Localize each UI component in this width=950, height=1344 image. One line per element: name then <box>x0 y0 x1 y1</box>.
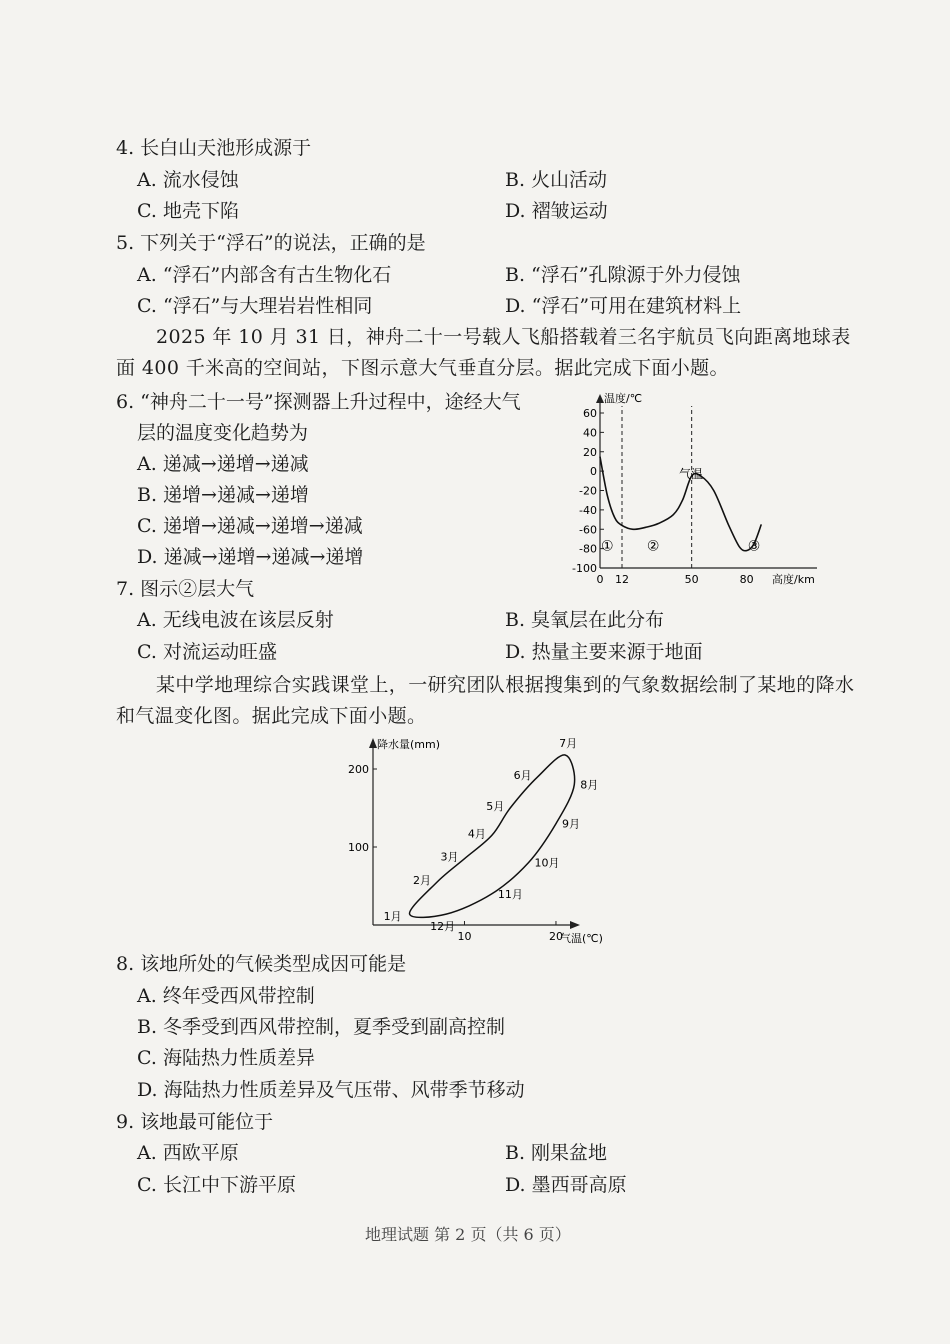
q4-option-d: D. 褶皱运动 <box>505 200 608 222</box>
y-tick-label: 60 <box>583 407 597 420</box>
month-label: 7月 <box>559 736 578 750</box>
layer-label: ① <box>601 538 614 555</box>
passage-shenzhou: 2025 年 10 月 31 日，神舟二十一号载人飞船搭载着三名宇航员飞向距离地球表面 400 千米高的空间站，下图示意大气垂直分层。据此完成下面小题。 <box>116 326 851 379</box>
q4-option-c: C. 地壳下陷 <box>137 200 239 222</box>
q6-option-b: B. 递增→递减→递增 <box>137 484 309 506</box>
x-tick-label: 80 <box>739 573 754 586</box>
q8-stem: 8. 该地所处的气候类型成因可能是 <box>116 953 407 975</box>
q5-option-d: D. “浮石”可用在建筑材料上 <box>505 295 742 317</box>
q5-stem: 5. 下列关于“浮石”的说法，正确的是 <box>116 232 426 254</box>
y-tick-label: 40 <box>583 426 597 440</box>
q6-stem-line2: 层的温度变化趋势为 <box>137 422 309 444</box>
x-tick-label: 0 <box>596 573 604 586</box>
y-tick-label: 0 <box>590 465 597 479</box>
y-axis-arrow <box>596 394 604 403</box>
q7-option-a: A. 无线电波在该层反射 <box>137 609 334 631</box>
q9-option-a: A. 西欧平原 <box>137 1142 239 1164</box>
q9-option-d: D. 墨西哥高原 <box>505 1174 627 1196</box>
y-tick-label: -20 <box>579 484 597 498</box>
q6-option-a: A. 递减→递增→递减 <box>137 453 309 475</box>
y-axis-arrow <box>369 738 377 748</box>
month-label: 2月 <box>413 874 432 888</box>
q9-option-b: B. 刚果盆地 <box>505 1142 608 1164</box>
month-label: 3月 <box>440 850 459 864</box>
y-axis-label: 温度/℃ <box>604 392 643 405</box>
month-label: 10月 <box>534 856 560 870</box>
month-label: 4月 <box>467 827 486 841</box>
y-tick-label: -40 <box>579 503 597 517</box>
y-tick-label: -100 <box>572 562 597 575</box>
q6-option-c: C. 递增→递减→递增→递减 <box>137 515 363 537</box>
x-tick-label: 12 <box>615 573 629 586</box>
y-tick-label: -80 <box>579 542 597 556</box>
month-label: 9月 <box>561 817 580 831</box>
x-tick-label: 20 <box>548 930 563 943</box>
q5-option-c: C. “浮石”与大理岩岩性相同 <box>137 295 373 317</box>
climograph-loop <box>410 755 575 917</box>
q4-stem: 4. 长白山天池形成源于 <box>116 137 312 159</box>
q7-option-b: B. 臭氧层在此分布 <box>505 609 665 631</box>
atmosphere-layer-chart <box>555 388 825 588</box>
q4-option-b: B. 火山活动 <box>505 169 608 191</box>
month-label: 5月 <box>486 800 505 813</box>
y-tick-label: 100 <box>348 841 369 854</box>
layer-label: ③ <box>747 538 761 555</box>
y-axis-label: 降水量(mm) <box>377 738 441 751</box>
q6-stem-line1: 6. “神舟二十一号”探测器上升过程中，途经大气 <box>116 391 521 413</box>
x-tick-label: 50 <box>684 573 699 586</box>
q9-option-c: C. 长江中下游平原 <box>137 1174 296 1196</box>
layer-label: ② <box>646 538 660 555</box>
q5-option-b: B. “浮石”孔隙源于外力侵蚀 <box>505 264 741 286</box>
x-axis-label: 气温(℃) <box>560 932 603 945</box>
month-label: 12月 <box>430 920 456 934</box>
passage-climate: 某中学地理综合实践课堂上，一研究团队根据搜集到的气象数据绘制了某地的降水和气温变化图。据此完成下面小题。 <box>116 674 855 727</box>
q8-option-d: D. 海陆热力性质差异及气压带、风带季节移动 <box>137 1079 525 1101</box>
x-axis-label: 高度/km <box>772 573 815 586</box>
q8-option-b: B. 冬季受到西风带控制，夏季受到副高控制 <box>137 1016 506 1038</box>
y-tick-label: 20 <box>583 445 597 459</box>
y-tick-label: 200 <box>348 763 369 776</box>
month-label: 1月 <box>383 910 402 924</box>
q4-option-a: A. 流水侵蚀 <box>137 169 239 191</box>
q6-option-d: D. 递减→递增→递减→递增 <box>137 546 364 568</box>
q7-option-d: D. 热量主要来源于地面 <box>505 641 703 663</box>
y-tick-label: -60 <box>579 523 597 537</box>
month-label: 11月 <box>497 887 523 901</box>
page-footer: 地理试题 第 2 页（共 6 页） <box>365 1225 571 1244</box>
curve-label: 气温 <box>679 467 704 481</box>
month-label: 6月 <box>513 768 532 782</box>
month-label: 8月 <box>580 778 599 792</box>
q7-option-c: C. 对流运动旺盛 <box>137 641 277 663</box>
x-tick-label: 10 <box>457 930 472 943</box>
climograph-chart <box>340 730 620 950</box>
q8-option-a: A. 终年受西风带控制 <box>137 985 315 1007</box>
q8-option-c: C. 海陆热力性质差异 <box>137 1047 315 1069</box>
q7-stem: 7. 图示②层大气 <box>116 578 255 600</box>
q9-stem: 9. 该地最可能位于 <box>116 1111 274 1133</box>
q5-option-a: A. “浮石”内部含有古生物化石 <box>137 264 392 286</box>
x-axis-arrow <box>570 921 580 929</box>
